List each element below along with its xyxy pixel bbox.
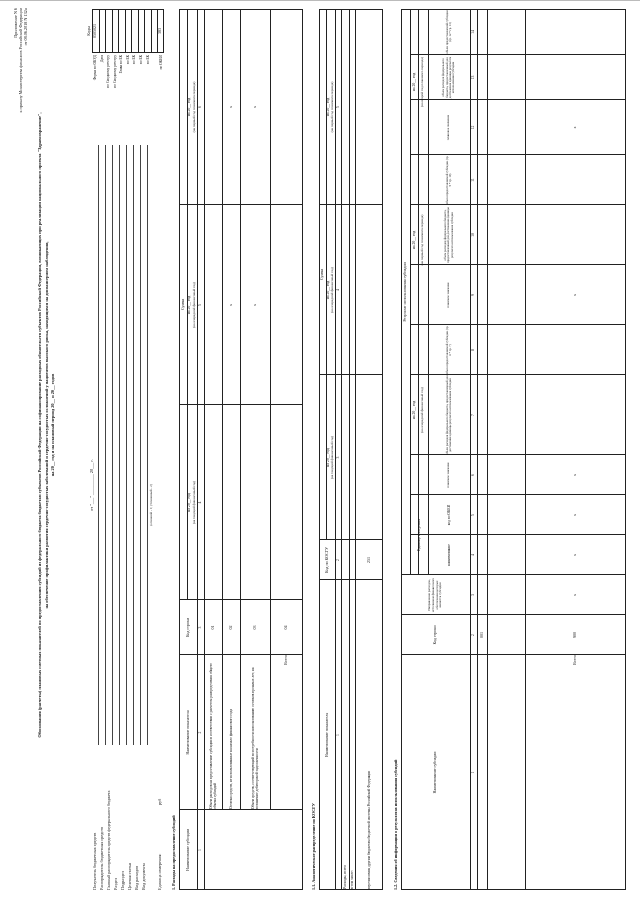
section11-year: на 20__ год [326,97,331,117]
field-doc-type-line [147,145,148,745]
section1-row-value [204,9,222,205]
section1-row-value [240,405,270,600]
section12-row-code: 001 [478,632,484,638]
section11-row-transfer-code: 251 [365,557,371,563]
section1-row-value: x [227,304,233,306]
section1-col-indicator: Наименование показателя [184,710,190,755]
codes-row-label: по Сводному реестру [106,55,111,88]
section1-colnum: 6 [198,106,203,108]
section11-row-total: Расходы, всего [342,865,347,889]
section12-year-note: (на очередной финансовый год) [420,387,425,433]
codes-row-label: по БК [132,55,137,65]
section12-colnum: 10 [471,233,476,237]
codes-row-label: Форма по ОКУД [93,55,98,81]
section1-total-code: 04 [283,625,289,630]
section12-colnum: 13 [471,75,476,80]
section12-col-rule [525,99,626,100]
section1-year: на 20__ год [187,295,192,315]
field-target-article-line [133,145,134,745]
section12-col-rule [525,454,626,455]
section11-colnum: 5 [335,106,340,108]
section1-colnum: 2 [198,731,203,734]
section12-title: 1.2. Сведения об информации о результатах использования субсидий [393,759,398,890]
section12-total-x: x [572,554,578,556]
section12-rule [477,9,478,890]
field-chief-distributor-line [112,145,113,745]
codes-row-label: Глава по БК [119,55,124,74]
field-section-line [119,145,120,745]
section1-row-label: Объем расходов на предоставление субсидии в соответствии с расчетом распределения общего объема субсидий [208,663,217,809]
field-subsection-line [126,145,127,745]
units-label: Единица измерения: [157,853,162,890]
section12-col-direction: Направление расходов, источником финансового обеспечения которых является субсидия [427,577,443,613]
section12-total-x: x [572,294,578,296]
section1-year-note: (на первый год планового периода) [191,81,196,133]
section12-year: на 20__ год [411,72,416,92]
field-distributor: Распорядитель бюджетных средств [99,827,104,890]
section12-col-rule [525,54,626,55]
section1-year-note: (на текущий финансовый год) [191,480,196,525]
section12-colnum: 7 [471,414,476,416]
form-title-line2: на обеспечение профилактики развития сердечно-сосудистых заболеваний и сердечно-сосудистых осложнений у пациентов высокого риска, находящихся на диспансерном наблюдении, [44,241,49,609]
section12-col-rule [525,374,626,375]
section12-col-rule [525,264,626,265]
codes-row-value: 383 [157,28,163,34]
section12-colnum: 1 [471,771,476,774]
section1-col-name: Наименование субсидии [184,829,190,871]
section1-total-label: Всего [283,655,289,665]
codes-row-label: по БК [125,55,130,65]
section11-colnum: 3 [335,456,340,459]
section12-group-results: Результат использования субсидии [402,262,408,322]
section12-year-note: (на первый год планового периода) [420,214,425,266]
appendix-date: от 08.06.2018 N 132н [23,8,28,46]
section12-col-rule [525,614,626,615]
section11-row-transfer: перечисления другим бюджетам бюджетной системы Российской Федерации [366,770,371,889]
section1-row-label: Объем средств, соответствующий по потребности использованию остатков прошлых лет, на погашение дебиторской задолженности [250,667,259,809]
section11-year: на 20__ год [326,280,331,300]
section1-row-code: 01 [209,625,215,630]
section1-year-note: (на очередной финансовый год) [191,282,196,328]
section1-row-value: x [227,106,233,108]
section1-row-value: x [251,106,257,108]
section1-row-value [222,405,240,600]
section11-title: 1.1. Аналитическое распределение по КОСГУ [311,803,316,890]
section12-col-rule [525,494,626,495]
section12-colnum: 2 [471,634,476,636]
section12-colnum: 5 [471,514,476,516]
section1-colnum: 4 [198,501,203,504]
section1-colnum: 3 [198,626,203,629]
codes-row-label: по Сводному реестру [112,55,117,88]
section12-col-rule [525,574,626,575]
field-target-article: Целевая статья [127,863,132,890]
section12-sub-vol-sub: объем предоставляемой субсидии (гр. 12 * гр. 13) [444,10,452,54]
section12-total-code: 900 [572,632,578,638]
section11-col-sum: Сумма [319,268,325,281]
section12-col-unit-name: наименование [446,544,451,566]
section12-colnum: 6 [471,474,476,476]
section12-year: на 20__ год [411,230,416,250]
codes-row-label: по ОКЕИ [158,55,163,70]
section12-sub-vol-fed: объем расходов федерального бюджета, предоставленный для достижения единицы результата использования субсидии [444,375,452,455]
field-recipient-line [98,145,99,745]
form-title: Обоснования (расчеты) плановых сметных показателей по предоставлению субсидий из федерального бюджета бюджетам субъектов Российской Федерации на софинансирование расходных обязательств субъектов Российской Федерации, возникающих при реализации национального проекта "Здравоохранение", [37,112,42,738]
section11-colnum: 2 [335,559,340,561]
section12-sub-vol-fed: объем расходов федерального бюджета, предоставленный для достижения единицы результата использования субсидии [441,56,456,99]
section12-total-x: x [572,126,578,129]
field-doc-type: Вид документа [141,863,146,890]
section11-col-name: Наименование показателя [323,712,329,758]
codes-row-value [131,9,138,53]
section1-colnum: 5 [198,304,203,306]
form-title-period: на 20__ год и на плановый период 20__ и 20__ годов [50,373,55,477]
field-section: Раздел [113,878,118,890]
section12-year-note: (на второй год планового периода) [420,57,425,107]
section11-col-code: Код по КОСГУ [323,547,329,573]
section11-colnum: 1 [335,734,340,736]
section12-col-rule [525,154,626,155]
codes-row-value: 0505021 [91,24,97,38]
section1-col-sum: Сумма [179,298,185,311]
section12-col-unit-okei: код по ОКЕИ [446,504,451,526]
codes-row-value [138,9,145,53]
section1-row-value [204,205,222,405]
section1-year: на 20__ год [187,97,192,117]
section11-year-note: (на текущий финансовый год) [329,435,334,480]
section11-row-incl: в том числе: [349,870,354,889]
field-expense-type: Вид расходов [134,865,139,890]
field-expense-type-line [140,145,141,745]
section1-colnum: 1 [198,849,203,851]
form-date: от "___" __________ 20___ г. [89,459,94,511]
section12-colnum: 9 [471,294,476,296]
section11-colnum: 4 [335,289,340,291]
section1-row-value [204,405,222,600]
section12-col-rule [525,534,626,535]
codes-row-label: по БК [139,55,144,65]
section12-sub-plan: плановое значение [446,114,451,141]
doc-type-hint: (основной - 1; уточненный - 2) [149,484,153,526]
section12-total-label: Всего [572,655,578,665]
codes-row-label: Дата [99,55,104,63]
section12-year: на 20__ год [411,400,416,420]
section12-sub-plan: плановое значение [446,462,451,488]
codes-row-value [105,9,112,53]
section1-row-value: x [251,304,257,306]
section12-col-rule [525,654,626,655]
field-subsection: Подраздел [120,871,125,890]
units-value: руб [157,798,162,805]
section11-year: на 20__ год [326,448,331,467]
appendix-order: к приказу Министерства финансов Российской Федерации [18,8,23,113]
section12-colnum: 11 [471,178,476,182]
section12-col-unit: Единица измерения [416,519,421,551]
codes-row-value [144,9,151,53]
section12-col-rule [525,324,626,325]
codes-row-value [112,9,119,53]
codes-row-label: по БК [145,55,150,65]
section12-colnum: 3 [471,594,476,596]
section12-col-rule [525,204,626,205]
section11-year-note: (на первый год планового периода) [329,81,334,133]
section12-total-x: x [572,594,578,596]
section12-col-name: Наименование субсидии [432,751,438,794]
field-recipient: Получатель бюджетных средств [92,832,97,890]
section12-colnum: 14 [471,30,476,34]
section12-total-x: x [572,514,578,516]
section12-total-x: x [572,474,578,476]
field-distributor-line [105,145,106,745]
section11-year-note: (на очередной финансовый год) [329,267,334,313]
section12-sub-vol-fed: объем расходов федерального бюджета, предоставленный для достижения единицы результата использования субсидии [442,207,454,263]
section12-sub-vol-sub: объем предоставляемой субсидии (гр. 9 * гр. 10) [444,155,452,205]
codes-header: Коды [86,26,91,36]
codes-row-value [118,9,125,53]
section12-colnum: 12 [471,125,476,130]
codes-row-value [99,9,106,53]
section1-col-code: Код строки [184,617,190,638]
codes-row-value [125,9,132,53]
section1-year: на 20__ год [187,493,192,512]
section1-title: 1. Расходы на предоставление субсидий [171,815,176,890]
appendix-number: Приложение N 6 [13,8,18,38]
section1-row-code: 03 [251,625,257,630]
section12-sub-plan: плановое значение [446,282,451,308]
section12-col-code: Код строки [432,625,438,645]
section12-colnum: 4 [471,554,476,556]
section1-row-code: 02 [227,625,233,630]
section1-row-label: Остатки средств, не использованные на начало финансового года [228,709,233,809]
section12-row-rule [487,9,488,890]
field-chief-distributor: Главный распорядитель средств федерального бюджета [106,790,111,890]
section12-colnum: 8 [471,349,476,351]
section12-sub-vol-sub: объем предоставляемой субсидии (гр. 6 * гр. 7) [444,325,452,375]
